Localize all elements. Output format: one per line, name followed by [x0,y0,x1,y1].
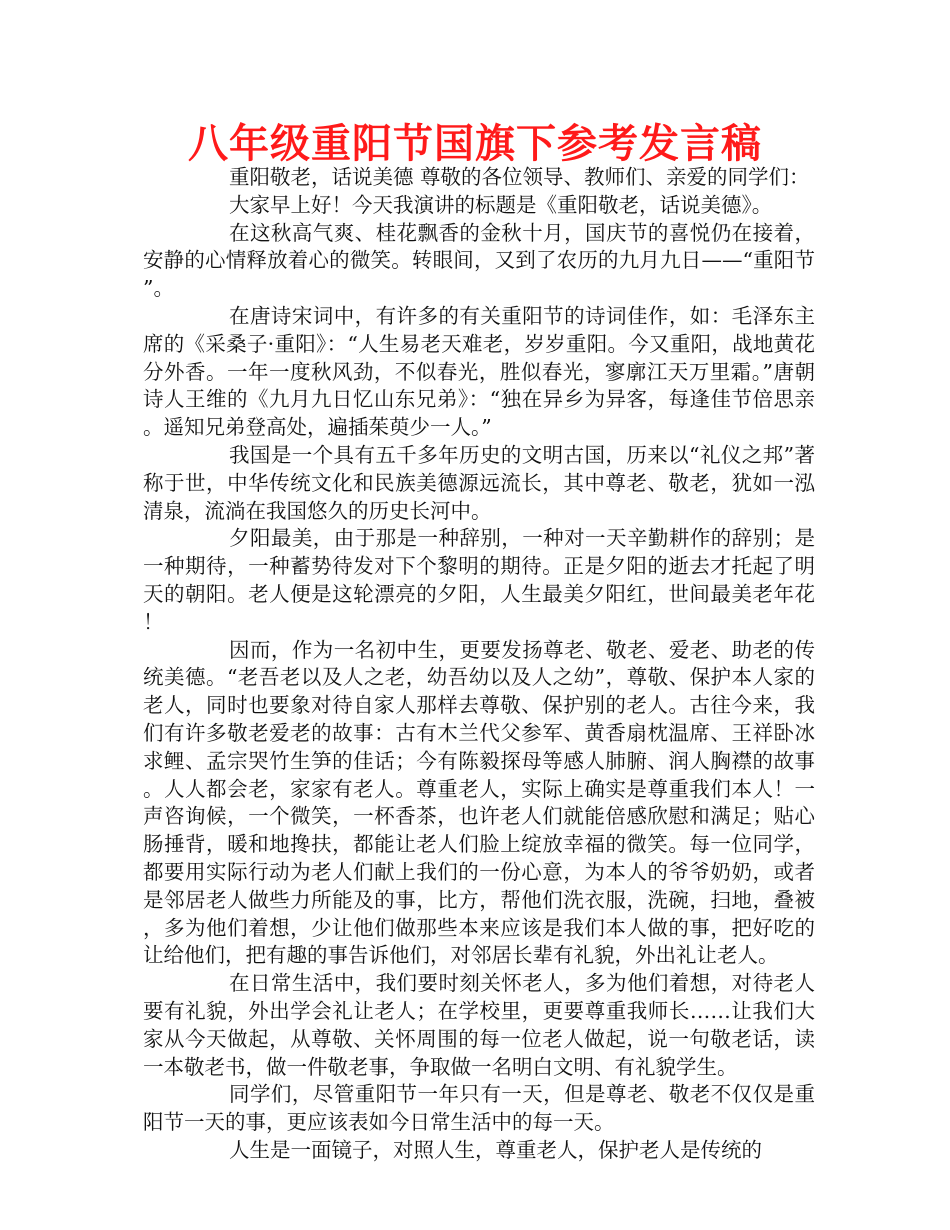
document-title: 八年级重阳节国旗下参考发言稿 [188,121,762,167]
paragraph-greeting: 大家早上好！今天我演讲的标题是《重阳敬老，话说美德》。 [229,192,773,217]
paragraph-respect: 因而，作为一名初中生，更要发扬尊老、敬老、爱老、助老的传统美德。“老吾老以及人之老，幼吾幼以及人之幼”，尊敬、保护本人家的老人，同时也要象对待自家人那样去尊敬、保护别的老人。古往今来，我们有许多敬老爱老的故事：古有木兰代父参军、黄香扇枕温席、王祥卧冰求鲤、孟宗哭竹生笋的佳话；今有陈毅探母等感人肺腑、润人胸襟的故事。人人都会老，家家有老人。尊重老人，实际上确实是尊重我们本人！一声咨询候，一个微笑，一杯香茶，也许老人们就能倍感欣慰和满足；贴心肠捶背，暖和地搀扶，都能让老人们脸上绽放幸福的微笑。每一位同学，都要用实际行动为老人们献上我们的一份心意，为本人的爷爷奶奶，或者是邻居老人做些力所能及的事，比方，帮他们洗衣服，洗碗，扫地，叠被，多为他们着想，少让他们做那些本来应该是我们本人做的事，把好吃的让给他们，把有趣的事告诉他们，对邻居长辈有礼貌，外出礼让老人。 [143,637,815,968]
paragraph-salutation: 重阳敬老，话说美德 尊敬的各位领导、教师们、亲爱的同学们： [229,165,810,189]
document-body [143,164,815,1165]
paragraph-daily-life: 在日常生活中，我们要时刻关怀老人，多为他们着想，对待老人要有礼貌，外出学会礼让老人；在学校里，更要尊重我师长……让我们大家从今天做起，从尊敬、关怀周围的每一位老人做起，说一句敬老话，读一本敬老书，做一件敬老事，争取做一名明白文明、有礼貌学生。 [143,971,815,1079]
paragraph-sunset: 夕阳最美，由于那是一种辞别，一种对一天辛勤耕作的辞别；是一种期待，一种蓄势待发对下个黎明的期待。正是夕阳的逝去才托起了明天的朝阳。老人便是这轮漂亮的夕阳，人生最美夕阳红，世间最美老年花！ [143,526,815,634]
paragraph-poems: 在唐诗宋词中，有许多的有关重阳节的诗词佳作，如：毛泽东主席的《采桑子·重阳》：“人生易老天难老，岁岁重阳。今又重阳，战地黄花分外香。一年一度秋风劲，不似春光，胜似春光，寥廓江天万里霜。”唐朝诗人王维的《九月九日忆山东兄弟》：“独在异乡为异客，每逢佳节倍思亲。遥知兄弟登高处，遍插茱萸少一人。” [143,303,815,440]
paragraph-autumn: 在这秋高气爽、桂花飘香的金秋十月，国庆节的喜悦仍在接着，安静的心情释放着心的微笑。转眼间，又到了农历的九月九日——“重阳节”。 [143,220,815,301]
paragraph-tradition: 我国是一个具有五千多年历史的文明古国，历来以“礼仪之邦”著称于世，中华传统文化和民族美德源远流长，其中尊老、敬老，犹如一泓清泉，流淌在我国悠久的历史长河中。 [143,442,815,523]
paragraph-every-day: 同学们，尽管重阳节一年只有一天，但是尊老、敬老不仅仅是重阳节一天的事，更应该表如今日常生活中的每一天。 [143,1082,815,1135]
paragraph-mirror: 人生是一面镜子，对照人生，尊重老人，保护老人是传统的 [229,1137,762,1162]
